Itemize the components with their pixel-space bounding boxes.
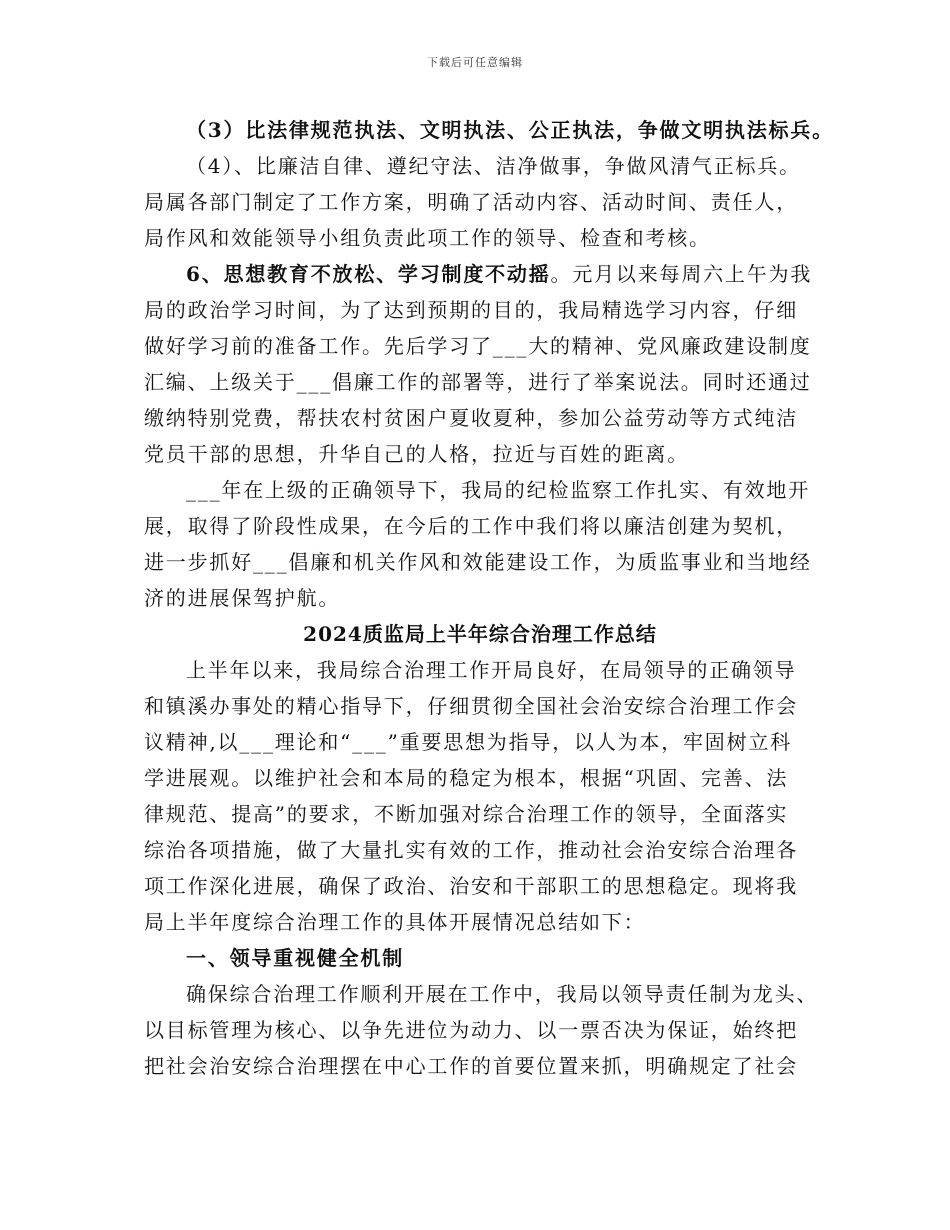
conclusion-line-1: ___年在上级的正确领导下，我局的纪检监察工作扎实、有效地开 [186,478,810,502]
intro-line-3: 议精神,以___理论和“___”重要思想为指导，以人为本，牢固树立科 [144,730,793,754]
section-6-line-2: 局的政治学习时间，为了达到预期的目的，我局精选学习内容，仔细 [144,298,798,322]
item-4-line-2: 局属各部门制定了工作方案，明确了活动内容、活动时间、责任人， [144,190,798,214]
section-1-line-1: 确保综合治理工作顺利开展在工作中，我局以领导责任制为龙头、 [186,982,819,1006]
conclusion-line-3: 进一步抓好___倡廉和机关作风和效能建设工作，为质监事业和当地经 [144,550,812,574]
section-6-line-1 [144,256,816,292]
conclusion-line-4: 济的进展保驾护航。 [144,586,341,610]
intro-line-4: 学进展观。以维护社会和本局的稳定为根本，根据“巩固、完善、法 [144,766,789,790]
intro-line-8: 局上半年度综合治理工作的具体开展情况总结如下： [144,910,646,934]
page-header: 下载后可任意编辑 [427,56,523,69]
document-body [144,112,834,1084]
intro-line-2: 和镇溪办事处的精心指导下，仔细贯彻全国社会治安综合治理工作会 [144,694,798,718]
section-6-heading: 6、思想教育不放松、学习制度不动摇 [186,262,551,286]
section-6-line-3: 做好学习前的准备工作。先后学习了___大的精神、党风廉政建设制度 [144,334,812,358]
section-6-line-4: 汇编、上级关于___倡廉工作的部署等，进行了举案说法。同时还通过 [144,370,812,394]
section-6-line-1-text: 。元月以来每周六上午为我 [550,262,813,286]
section-6-line-5: 缴纳特别党费，帮扶农村贫困户夏收夏种，参加公益劳动等方式纯洁 [144,406,798,430]
item-4-line-3: 局作风和效能领导小组负责此项工作的领导、检查和考核。 [144,226,711,250]
intro-line-7: 项工作深化进展，确保了政治、治安和干部职工的思想稳定。现将我 [144,874,798,898]
intro-line-1: 上半年以来，我局综合治理工作开局良好，在局领导的正确领导 [186,658,797,682]
intro-line-5: 律规范、提高”的要求，不断加强对综合治理工作的领导，全面落实 [144,802,789,826]
document-title: 2024质监局上半年综合治理工作总结 [303,622,657,646]
item-3-line: （3）比法律规范执法、文明执法、公正执法，争做文明执法标兵。 [186,118,834,142]
conclusion-line-2: 展，取得了阶段性成果，在今后的工作中我们将以廉洁创建为契机， [144,514,798,538]
section-1-line-3: 把社会治安综合治理摆在中心工作的首要位置来抓，明确规定了社会 [144,1054,798,1078]
intro-line-6: 综治各项措施，做了大量扎实有效的工作，推动社会治安综合治理各 [144,838,798,862]
section-1-heading: 一、领导重视健全机制 [186,946,404,970]
section-1-line-2: 以目标管理为核心、以争先进位为动力、以一票否决为保证，始终把 [144,1018,798,1042]
section-6-line-6: 党员干部的思想，升华自己的人格，拉近与百姓的距离。 [144,442,689,466]
item-4-line-1: （4）、比廉洁自律、遵纪守法、洁净做事，争做风清气正标兵。 [186,154,801,178]
